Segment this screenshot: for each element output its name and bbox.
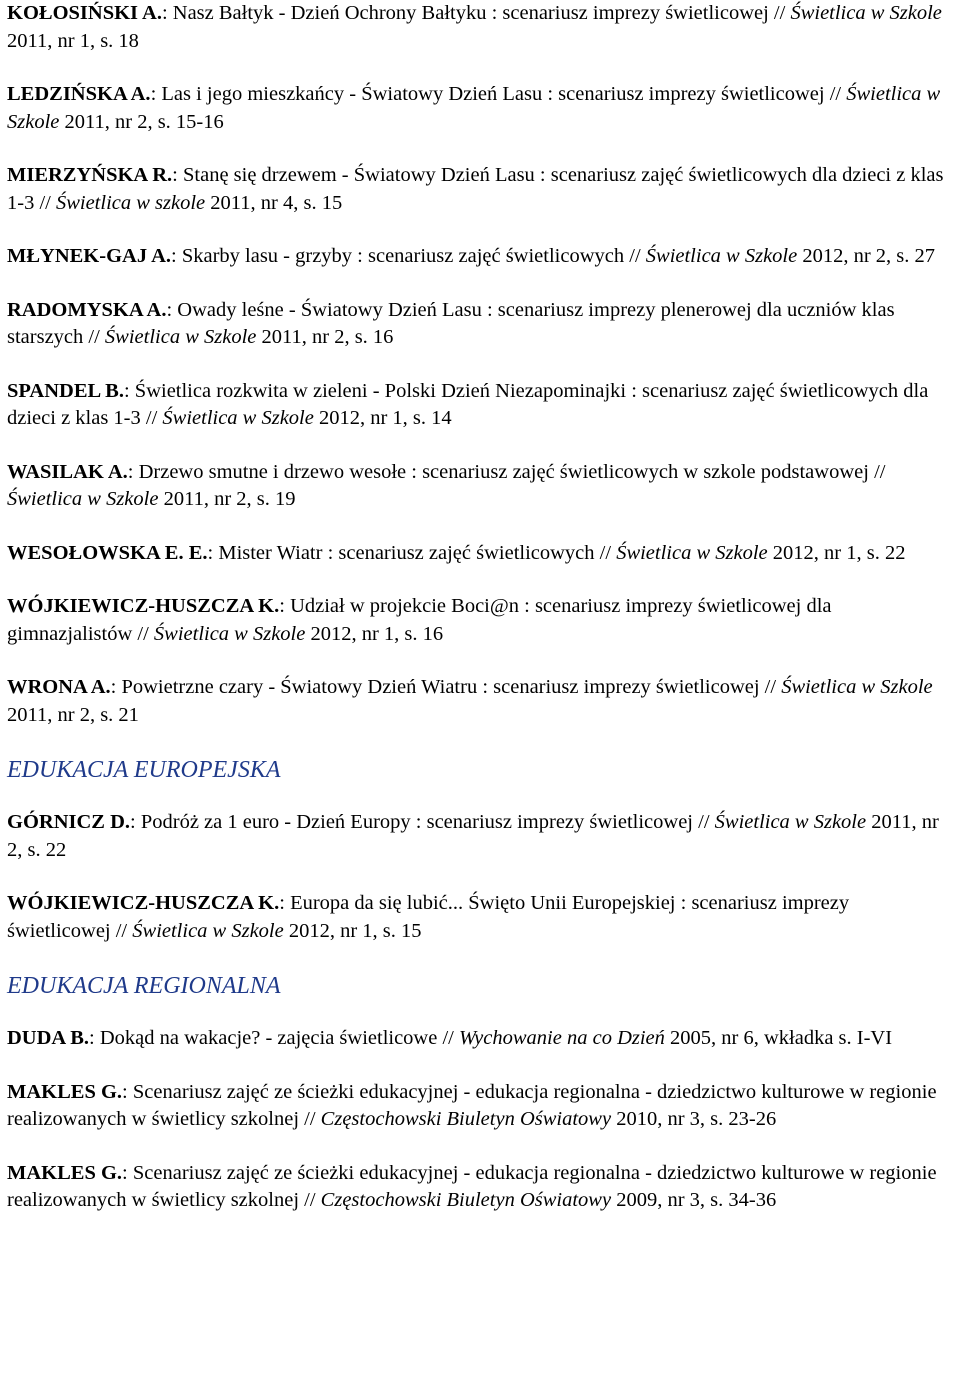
entry-journal: Świetlica w Szkole <box>790 2 942 24</box>
entry-title: : Udział w projekcie Boci@n : scenariusz imprezy świetlicowej dla gimnazjalistów // <box>7 595 832 645</box>
entry-journal: Częstochowski Biuletyn Oświatowy <box>320 1189 612 1211</box>
entry-journal: Świetlica w Szkole <box>162 407 314 429</box>
section-heading: EDUKACJA EUROPEJSKA <box>7 757 281 783</box>
entry-title: : Podróż za 1 euro - Dzień Europy : scenariusz imprezy świetlicowej // <box>130 811 715 833</box>
bibliography-entry <box>7 809 952 864</box>
entry-journal: Świetlica w Szkole <box>132 919 284 942</box>
entry-details: 2005, nr 6, wkładka s. I-VI <box>664 1027 893 1049</box>
entry-title: : Drzewo smutne i drzewo wesołe : scenariusz zajęć świetlicowych w szkole podstawowej // <box>127 460 886 483</box>
bibliography-entry <box>7 1025 952 1053</box>
section-heading: EDUKACJA REGIONALNA <box>7 973 281 999</box>
entry-title: : Skarby lasu - grzyby : scenariusz zajęć świetlicowych // <box>171 245 646 267</box>
entry-title: : Świetlica rozkwita w zieleni - Polski Dzień Niezapominajki : scenariusz zajęć świetlicowych dla dzieci z klas 1-3 // <box>7 379 929 429</box>
entry-journal: Świetlica w Szkole <box>616 541 768 564</box>
entry-details: 2012, nr 1, s. 14 <box>313 407 452 429</box>
bibliography-entry <box>7 162 952 217</box>
entry-author: WRONA A. <box>7 676 111 698</box>
entry-details: 2012, nr 1, s. 16 <box>305 622 444 645</box>
entry-author: KOŁOSIŃSKI A. <box>7 2 162 24</box>
bibliography-entry <box>7 378 952 433</box>
entry-journal: Świetlica w Szkole <box>153 622 306 645</box>
entry-details: 2011, nr 1, s. 18 <box>7 29 139 52</box>
entry-journal: Częstochowski Biuletyn Oświatowy <box>320 1108 612 1130</box>
entry-details: 2012, nr 1, s. 15 <box>283 919 422 942</box>
entry-journal: Wychowanie na co Dzień <box>458 1027 665 1049</box>
entry-author: WÓJKIEWICZ-HUSZCZA K. <box>7 892 280 914</box>
entry-journal: Świetlica w Szkole <box>104 326 257 348</box>
bibliography-entry <box>7 1160 952 1215</box>
entry-title: : Europa da się lubić... Święto Unii Europejskiej : scenariusz imprezy świetlicowej // <box>7 892 850 942</box>
bibliography-entry <box>7 459 952 514</box>
entry-title: : Las i jego mieszkańcy - Światowy Dzień Lasu : scenariusz imprezy świetlicowej // <box>150 83 847 105</box>
entry-title: : Scenariusz zajęć ze ścieżki edukacyjnej - edukacja regionalna - dziedzictwo kulturowe w regionie realizowanych w świetlicy szkolnej // <box>7 1161 937 1211</box>
entry-details: 2011, nr 2, s. 19 <box>158 488 296 510</box>
bibliography-entry <box>7 243 952 271</box>
entry-details: 2010, nr 3, s. 23-26 <box>611 1108 777 1130</box>
bibliography-entry <box>7 1079 952 1134</box>
entry-title: : Stanę się drzewem - Światowy Dzień Lasu : scenariusz zajęć świetlicowych dla dzieci z klas 1-3 // <box>7 164 944 214</box>
bibliography-entry <box>7 297 952 352</box>
entry-journal: Świetlica w Szkole <box>714 811 867 833</box>
entry-title: : Scenariusz zajęć ze ścieżki edukacyjnej - edukacja regionalna - dziedzictwo kulturowe w regionie realizowanych w świetlicy szkolnej // <box>7 1080 937 1130</box>
entry-author: MIERZYŃSKA R. <box>7 164 173 186</box>
bibliography-entry <box>7 674 952 729</box>
entry-details: 2009, nr 3, s. 34-36 <box>611 1189 777 1211</box>
entry-title: : Nasz Bałtyk - Dzień Ochrony Bałtyku : scenariusz imprezy świetlicowej // <box>161 2 791 24</box>
bibliography-page <box>7 0 952 1241</box>
bibliography-section <box>7 755 952 945</box>
entry-details: 2011, nr 2, s. 22 <box>7 811 939 861</box>
bibliography-entry <box>7 593 952 648</box>
entry-author: WESOŁOWSKA E. E. <box>7 541 208 564</box>
bibliography-section <box>7 0 952 729</box>
bibliography-entry <box>7 0 952 55</box>
entry-author: RADOMYSKA A. <box>7 298 167 321</box>
entry-journal: Świetlica w Szkole <box>7 488 159 510</box>
entry-title: : Powietrzne czary - Światowy Dzień Wiatru : scenariusz imprezy świetlicowej // <box>110 676 782 698</box>
entry-author: SPANDEL B. <box>7 379 124 402</box>
entry-author: MAKLES G. <box>7 1161 123 1184</box>
entry-details: 2012, nr 1, s. 22 <box>767 541 906 564</box>
entry-journal: Świetlica w szkole <box>55 191 206 214</box>
entry-details: 2011, nr 4, s. 15 <box>205 191 343 214</box>
bibliography-section <box>7 971 952 1215</box>
entry-details: 2012, nr 2, s. 27 <box>797 245 936 267</box>
bibliography-entry <box>7 540 952 568</box>
entry-title: : Owady leśne - Światowy Dzień Lasu : scenariusz imprezy plenerowej dla uczniów klas starszych // <box>7 298 895 348</box>
entry-details: 2011, nr 2, s. 21 <box>7 703 139 726</box>
entry-journal: Świetlica w Szkole <box>7 83 941 133</box>
entry-author: WÓJKIEWICZ-HUSZCZA K. <box>7 595 280 617</box>
entry-title: : Dokąd na wakacje? - zajęcia świetlicowe // <box>89 1027 459 1049</box>
entry-author: DUDA B. <box>7 1027 90 1049</box>
entry-details: 2011, nr 2, s. 15-16 <box>59 110 224 133</box>
bibliography-entry <box>7 81 952 136</box>
bibliography-entry <box>7 890 952 945</box>
entry-journal: Świetlica w Szkole <box>781 676 933 698</box>
entry-author: MŁYNEK-GAJ A. <box>7 245 171 267</box>
entry-author: MAKLES G. <box>7 1080 123 1103</box>
entry-author: WASILAK A. <box>7 460 128 483</box>
entry-details: 2011, nr 2, s. 16 <box>256 326 394 348</box>
entry-title: : Mister Wiatr : scenariusz zajęć świetlicowych // <box>207 541 617 564</box>
entry-author: LEDZIŃSKA A. <box>7 83 151 105</box>
entry-journal: Świetlica w Szkole <box>645 245 798 267</box>
entry-author: GÓRNICZ D. <box>7 811 131 833</box>
